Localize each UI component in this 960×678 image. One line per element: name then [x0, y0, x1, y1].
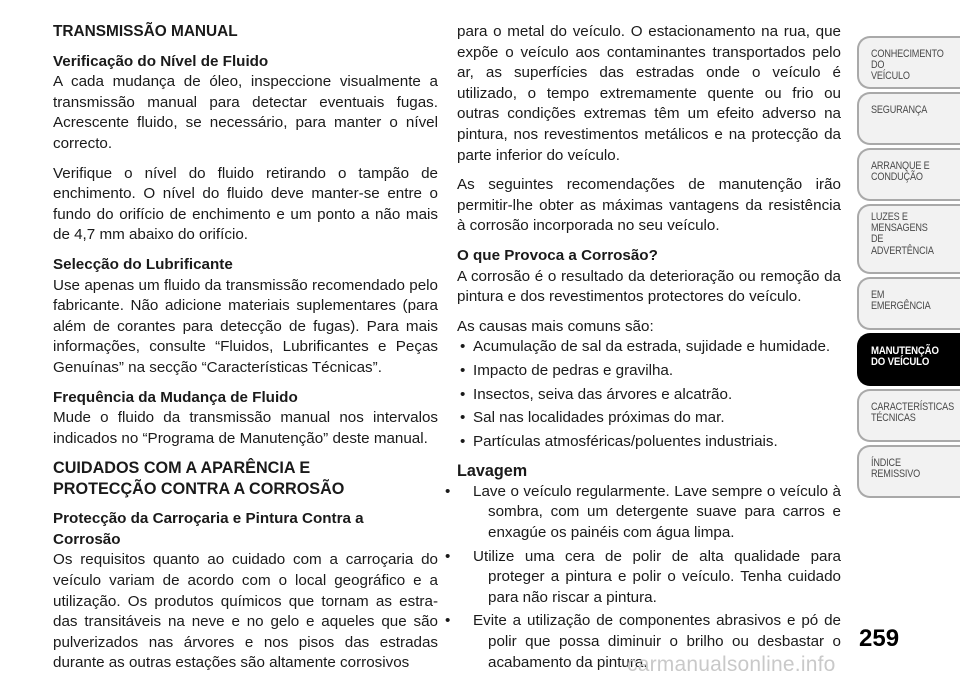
tab-label-line: REMISSIVO — [871, 468, 921, 481]
tab-label-line: MENSAGENS — [871, 222, 928, 235]
corrosion-cause-paragraph: A corrosão é o resultado da deterioração ou remoção da pintura e dos revestimentos protectores do veículo. — [457, 267, 841, 306]
page-number: 259 — [859, 625, 900, 652]
section-title: TRANSMISSÃO MANUAL — [53, 23, 238, 40]
right-column — [457, 22, 841, 673]
tab-label-line: SEGURANÇA — [871, 104, 928, 116]
lubricant-heading: Selecção do Lubrificante — [53, 255, 233, 273]
fluid-change-paragraph: Mude o fluido da transmissão manual nos intervalos indicados no “Programa de Manutenção” deste manual. — [53, 409, 438, 447]
protection-heading — [53, 509, 438, 550]
tab-label-line: EM — [871, 289, 885, 301]
continued-paragraph: para o metal do veículo. O estacionamento na rua, que expõe o veículo aos contaminantes transportados pelo ar, as superfícies das estradas onde o veículo é utilizado, o tempo extremamente quente ou frio ou outras condições extremas têm um efeito adverso na pintura, nos revestimentos metálicos e na protecção da parte inferior do veículo. — [457, 23, 841, 164]
recommendations-paragraph: As seguintes recomendações de manutenção irão permitir-lhe obter as máximas vantagens da resistência à corrosão incorporada no seu veículo. — [457, 176, 841, 235]
fluid-level-heading: Verificação do Nível de Fluido — [53, 52, 269, 70]
list-item: • Acumulação de sal da estrada, sujidade e humidade. — [457, 337, 841, 358]
tab-índice-remissivo[interactable] — [857, 445, 960, 498]
tab-label-line: CONHECIMENTO — [871, 48, 944, 60]
care-heading-line-2: PROTECÇÃO CONTRA A CORROSÃO — [53, 480, 345, 499]
tab-label-line: ADVERTÊNCIA — [871, 244, 934, 257]
list-item: • Lave o veículo regularmente. Lave sempre o veículo à sombra, com um detergente suave para carros e enxagúe os painéis com água limpa. — [457, 482, 841, 544]
tab-label-line: ARRANQUE E — [871, 160, 930, 172]
tab-arranque-e-condução[interactable] — [857, 148, 960, 201]
protection-heading-line-1: Protecção da Carroçaria e Pintura Contra a — [53, 510, 364, 528]
list-item: • Impacto de pedras e gravilha. — [457, 361, 841, 382]
washing-list — [457, 482, 841, 673]
fluid-level-paragraph-1: A cada mudança de óleo, inspeccione visualmente a transmissão manual para detectar eventuais fugas. Acrescente fluido, se necessário, para manter o nível correcto. — [53, 73, 438, 152]
list-item: • Partículas atmosféricas/poluentes industriais. — [457, 432, 841, 453]
tab-manutenção-do-veículo[interactable] — [857, 333, 960, 386]
fluid-change-heading: Frequência da Mudança de Fluido — [53, 388, 298, 406]
tab-label-line: CARACTERÍSTICAS — [871, 401, 954, 413]
care-heading — [53, 458, 438, 500]
corrosion-cause-heading: O que Provoca a Corrosão? — [457, 246, 658, 264]
tab-label-line: ÍNDICE — [871, 457, 901, 469]
tab-conhecimento-do-veículo[interactable] — [857, 36, 960, 89]
watermark: carmanualsonline.info — [627, 653, 836, 676]
list-item: • Insectos, seiva das árvores e alcatrão. — [457, 385, 841, 406]
tab-características-técnicas[interactable] — [857, 389, 960, 442]
list-item: • Sal nas localidades próximas do mar. — [457, 408, 841, 429]
tab-label-line: EMERGÊNCIA — [871, 300, 931, 313]
protection-paragraph: Os requisitos quanto ao cuidado com a carroçaria do veículo variam de acordo com o local geográfico e a utilização. Os produtos químicos que tornam as estra-das transitáveis na neve e no gelo e aqueles que são pulverizados nas árvores e nos pisos das estradas durante as outras estações são altamente corrosivos — [53, 551, 438, 672]
care-heading-line-1: CUIDADOS COM A APARÊNCIA E — [53, 459, 311, 478]
fluid-level-paragraph-2: Verifique o nível do fluido retirando o tampão de enchimento. O nível do fluido deve manter-se entre o fundo do orifício de enchimento e um ponto a não mais de 4,7 mm abaixo do orifício. — [53, 164, 438, 244]
list-item: • Utilize uma cera de polir de alta qualidade para proteger a pintura e polir o veículo. Tenha cuidado para não riscar a pintura. — [457, 547, 841, 609]
tab-label-line: VEÍCULO — [871, 70, 910, 83]
common-causes-intro: As causas mais comuns são: — [457, 317, 654, 335]
lubricant-paragraph: Use apenas um fluido da transmissão recomendado pelo fabricante. Não adicione materiais suplementares (para além de corantes para detecção de fugas). Para mais informações, consulte “Fluidos, Lubrificantes e Peças Genuínas” na secção “Características Técnicas”. — [53, 276, 438, 376]
tab-segurança[interactable] — [857, 92, 960, 145]
tab-label-line: MANUTENÇÃO — [871, 345, 939, 357]
tab-label-line: CONDUÇÃO — [871, 171, 923, 184]
section-tabs — [857, 36, 960, 501]
washing-heading: Lavagem — [457, 462, 528, 481]
causes-list — [457, 337, 841, 452]
protection-heading-line-2: Corrosão — [53, 530, 121, 548]
tab-label-line: DO VEÍCULO — [871, 356, 930, 369]
list-item: • Evite a utilização de componentes abrasivos e pó de polir que possa diminuir o brilho ou desbastar o acabamento da pintura. — [457, 611, 841, 673]
tab-label-line: DO — [871, 59, 885, 72]
left-column — [53, 22, 438, 674]
tab-luzes-e-mensagens-de-advertência[interactable] — [857, 204, 960, 274]
tab-label-line: LUZES E — [871, 211, 908, 223]
tab-em-emergência[interactable] — [857, 277, 960, 330]
tab-label-line: DE — [871, 233, 884, 246]
tab-label-line: TÉCNICAS — [871, 412, 916, 425]
